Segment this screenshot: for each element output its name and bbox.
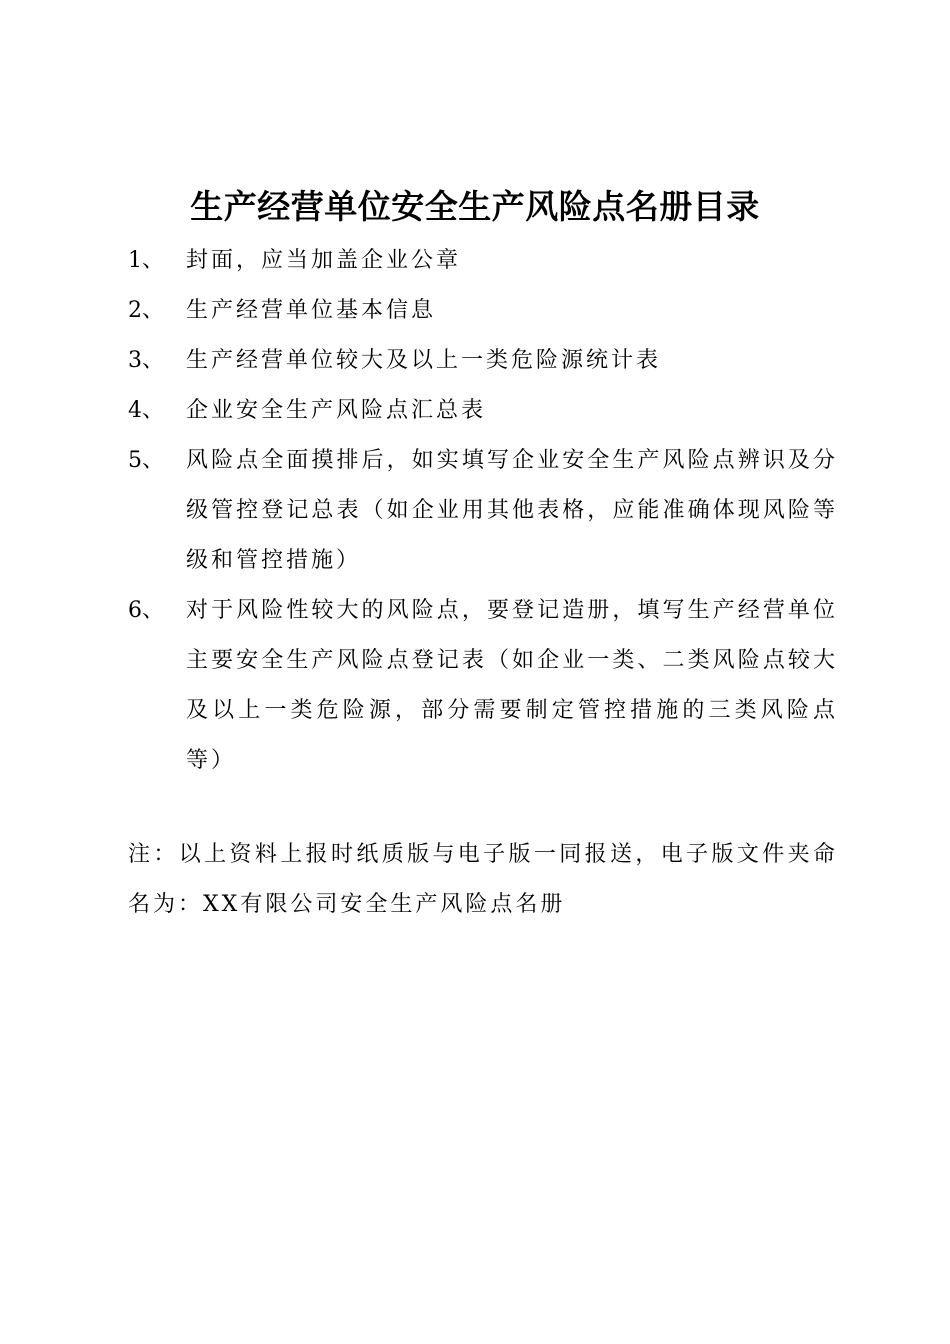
list-item bbox=[128, 286, 838, 336]
item-text: 风险点全面摸排后，如实填写企业安全生产风险点辨识及分级管控登记总表（如企业用其他表格，应能准确体现风险等级和管控措施） bbox=[186, 448, 838, 573]
item-number: 4、 bbox=[128, 398, 164, 423]
list-item bbox=[128, 436, 838, 586]
document-title: 生产经营单位安全生产风险点名册目录 bbox=[190, 187, 760, 226]
item-number: 1、 bbox=[128, 248, 164, 273]
list-item bbox=[128, 586, 838, 786]
item-text: 生产经营单位基本信息 bbox=[186, 298, 437, 323]
item-text: 企业安全生产风险点汇总表 bbox=[186, 398, 487, 423]
item-text: 对于风险性较大的风险点，要登记造册，填写生产经营单位主要安全生产风险点登记表（如企业一类、二类风险点较大及以上一类危险源，部分需要制定管控措施的三类风险点等） bbox=[186, 598, 838, 773]
item-number: 6、 bbox=[128, 598, 164, 623]
item-text: 生产经营单位较大及以上一类危险源统计表 bbox=[186, 348, 662, 373]
list-item bbox=[128, 386, 838, 436]
item-number: 2、 bbox=[128, 298, 164, 323]
document-note: 注：以上资料上报时纸质版与电子版一同报送，电子版文件夹命名为：XX有限公司安全生产风险点名册 bbox=[128, 842, 838, 917]
contents-list bbox=[128, 236, 838, 786]
item-number: 3、 bbox=[128, 348, 164, 373]
list-item bbox=[128, 236, 838, 286]
item-number: 5、 bbox=[128, 448, 164, 473]
item-text: 封面，应当加盖企业公章 bbox=[186, 248, 462, 273]
list-item bbox=[128, 336, 838, 386]
